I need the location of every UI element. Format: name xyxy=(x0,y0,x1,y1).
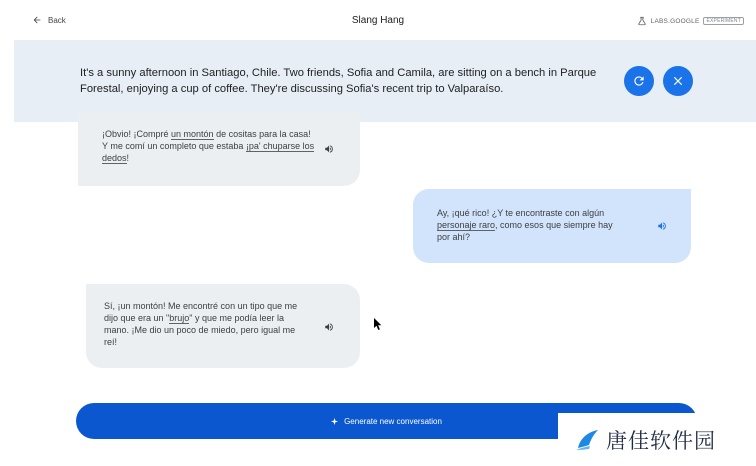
close-button[interactable] xyxy=(663,66,693,96)
page-title: Slang Hang xyxy=(351,15,405,26)
mouse-cursor-icon xyxy=(374,318,382,330)
speaker-button[interactable] xyxy=(657,221,667,231)
refresh-icon xyxy=(632,74,646,88)
refresh-button[interactable] xyxy=(624,66,654,96)
watermark xyxy=(558,413,756,466)
message-text: Ay, ¡qué rico! ¿Y te encontraste con algún personaje raro, como esos que siempre hay por ahí? xyxy=(437,208,613,242)
watermark-logo-icon xyxy=(574,428,600,452)
back-label: Back xyxy=(48,15,66,25)
experiment-badge: EXPERIMENT xyxy=(703,17,744,25)
generate-label: Generate new conversation xyxy=(344,416,442,426)
top-bar xyxy=(0,0,756,40)
message-bubble-left xyxy=(78,112,360,186)
close-icon xyxy=(671,74,685,88)
scenario-text: It's a sunny afternoon in Santiago, Chile. Two friends, Sofia and Camila, are sitting on a bench in Parque Forestal, enjoying a cup of coffee. They're discussing Sofia's recent trip to Valparaíso. xyxy=(80,67,597,95)
speaker-icon xyxy=(324,144,334,154)
watermark-text: 唐佳软件园 xyxy=(606,428,716,453)
flask-icon xyxy=(637,16,647,26)
scenario-banner xyxy=(14,40,756,122)
message-bubble-left xyxy=(86,284,360,368)
speaker-icon xyxy=(324,322,334,332)
slang-term[interactable]: personaje raro xyxy=(437,220,496,230)
speaker-icon xyxy=(657,221,667,231)
slang-term[interactable]: un montón xyxy=(171,129,214,139)
slang-term[interactable]: brujo xyxy=(169,313,190,323)
message-bubble-right xyxy=(413,189,691,263)
speaker-button[interactable] xyxy=(324,322,334,332)
message-text: Sí, ¡un montón! Me encontré con un tipo que me dijo que era un "brujo" y que me podía leer la mano. ¡Me dio un poco de miedo, pero igual me reí! xyxy=(104,301,298,347)
sparkle-icon xyxy=(331,418,338,425)
speaker-button[interactable] xyxy=(324,144,334,154)
message-text: ¡Obvio! ¡Compré un montón de cositas para la casa! Y me comí un completo que estaba ¡pa' chuparse los dedos! xyxy=(102,129,315,163)
labs-brand[interactable] xyxy=(637,16,744,26)
brand-label: LABS.GOOGLE xyxy=(650,17,700,25)
slang-term[interactable]: ¡pa' chuparse los dedos xyxy=(102,141,315,163)
